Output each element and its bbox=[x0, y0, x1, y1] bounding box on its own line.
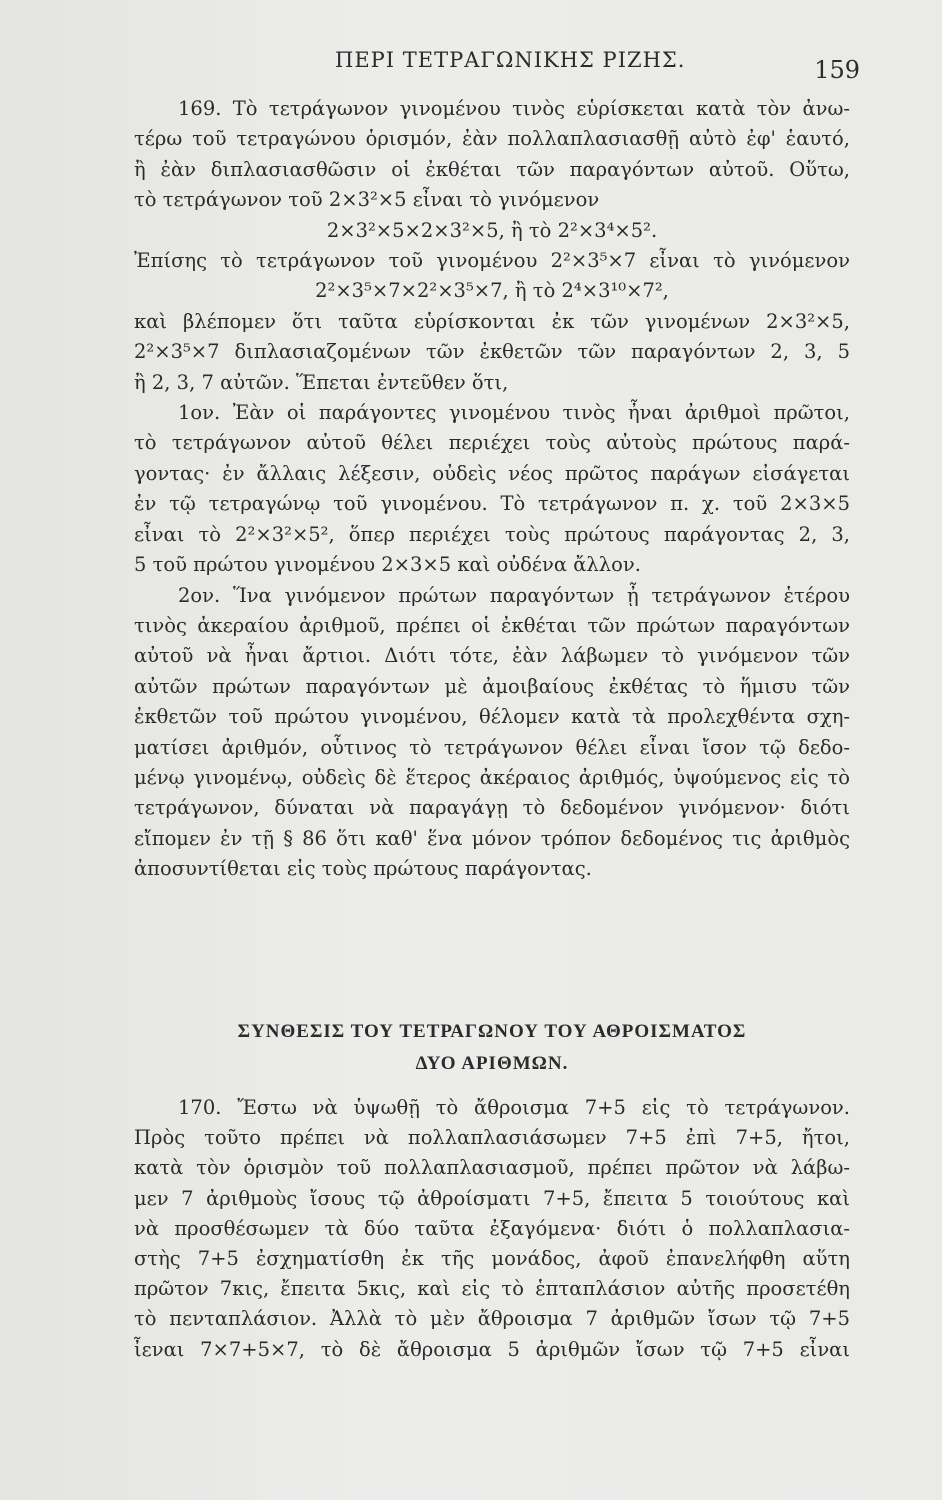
section-heading-line: ΔΥΟ ΑΡΙΘΜΩΝ. bbox=[415, 1053, 569, 1074]
paragraph-170 bbox=[134, 1093, 850, 1365]
page-header bbox=[130, 42, 860, 86]
text-line: 5 τοῦ πρώτου γινομένου 2×3×5 καὶ οὐδένα ἄλλον. bbox=[134, 553, 641, 577]
text-line: νὰ προσθέσωμεν τὰ δύο ταῦτα ἐξαγόμενα· διότι ὁ πολλαπλασια- bbox=[134, 1216, 850, 1240]
text-line: καὶ βλέπομεν ὅτι ταῦτα εὑρίσκονται ἐκ τῶν γινομένων 2×3²×5, bbox=[134, 309, 850, 333]
text-line: ἀποσυντίθεται εἰς τοὺς πρώτους παράγοντας. bbox=[134, 857, 592, 881]
text-line: τὸ τετράγωνον τοῦ 2×3²×5 εἶναι τὸ γινόμενον bbox=[134, 188, 600, 212]
text-line: 170. Ἔστω νὰ ὑψωθῇ τὸ ἄθροισμα 7+5 εἰς τὸ τετράγωνον. bbox=[178, 1096, 850, 1119]
text-line: ἐν τῷ τετραγώνῳ τοῦ γινομένου. Τὸ τετράγωνον π. χ. τοῦ 2×3×5 bbox=[134, 492, 850, 516]
text-line: πρῶτον 7κις, ἔπειτα 5κις, καὶ εἰς τὸ ἑπταπλάσιον αὐτῆς προσετέθη bbox=[134, 1277, 850, 1301]
text-line: μεν 7 ἀριθμοὺς ἴσους τῷ ἀθροίσματι 7+5, ἔπειτα 5 τοιούτους καὶ bbox=[134, 1186, 850, 1210]
text-line: στὴς 7+5 ἐσχηματίσθη ἐκ τῆς μονάδος, ἀφοῦ ἐπανελήφθη αὕτη bbox=[134, 1247, 850, 1271]
text-line: 169. Τὸ τετράγωνον γινομένου τινὸς εὑρίσκεται κατὰ τὸν ἀνω- bbox=[178, 97, 850, 120]
text-line: 2²×3⁵×7 διπλασιαζομένων τῶν ἐκθετῶν τῶν παραγόντων 2, 3, 5 bbox=[134, 340, 850, 364]
main-text bbox=[134, 94, 850, 885]
text-line: κατὰ τὸν ὁρισμὸν τοῦ πολλαπλασιασμοῦ, πρέπει πρῶτον νὰ λάβω- bbox=[134, 1156, 850, 1180]
text-line: ματίσει ἀριθμόν, οὗτινος τὸ τετράγωνον θέλει εἶναι ἴσον τῷ δεδο- bbox=[134, 735, 850, 759]
text-line: αὐτῶν πρώτων παραγόντων μὲ ἀμοιβαίους ἐκθέτας τὸ ἥμισυ τῶν bbox=[134, 674, 850, 698]
text-line: 1ον. Ἐὰν οἱ παράγοντες γινομένου τινὸς ἦναι ἀριθμοὶ πρῶτοι, bbox=[178, 401, 850, 425]
formula-line: 2×3²×5×2×3²×5, ἢ τὸ 2²×3⁴×5². bbox=[326, 218, 658, 242]
text-line: ἢ 2, 3, 7 αὐτῶν. Ἕπεται ἐντεῦθεν ὅτι, bbox=[134, 370, 509, 394]
running-head: ΠΕΡΙ ΤΕΤΡΑΓΩΝΙΚΗΣ ΡΙΖΗΣ. bbox=[335, 48, 686, 72]
text-line: ἶεναι 7×7+5×7, τὸ δὲ ἄθροισμα 5 ἀριθμῶν ἴσων τῷ 7+5 εἶναι bbox=[134, 1337, 850, 1361]
text-line: εἶναι τὸ 2²×3²×5², ὅπερ περιέχει τοὺς πρώτους παράγοντας 2, 3, bbox=[134, 522, 850, 546]
text-line: τὸ τετράγωνον αὐτοῦ θέλει περιέχει τοὺς αὐτοὺς πρώτους παρά- bbox=[134, 431, 850, 455]
formula-line: 2²×3⁵×7×2²×3⁵×7, ἢ τὸ 2⁴×3¹⁰×7², bbox=[315, 279, 669, 303]
text-line: εἴπομεν ἐν τῇ § 86 ὅτι καθ' ἕνα μόνον τρόπον δεδομένος τις ἀριθμὸς bbox=[134, 826, 850, 850]
page-number: 159 bbox=[814, 56, 860, 84]
text-line: Ἐπίσης τὸ τετράγωνον τοῦ γινομένου 2²×3⁵×7 εἶναι τὸ γινόμενον bbox=[134, 249, 850, 273]
text-line: τετράγωνον, δύναται νὰ παραγάγῃ τὸ δεδομένον γινόμενον· διότι bbox=[134, 796, 850, 820]
text-line: τινὸς ἀκεραίου ἀριθμοῦ, πρέπει οἱ ἐκθέται τῶν πρώτων παραγόντων bbox=[134, 613, 850, 637]
text-line: ἢ ἐὰν διπλασιασθῶσιν οἱ ἐκθέται τῶν παραγόντων αὐτοῦ. Οὕτω, bbox=[134, 157, 850, 181]
text-line: μένῳ γινομένῳ, οὐδεὶς δὲ ἕτερος ἀκέραιος ἀριθμός, ὑψούμενος εἰς τὸ bbox=[134, 765, 850, 789]
text-line: ἐκθετῶν τοῦ πρώτου γινομένου, θέλομεν κατὰ τὰ προλεχθέντα σχη- bbox=[134, 705, 850, 729]
section-heading bbox=[134, 1016, 850, 1080]
text-line: τέρω τοῦ τετραγώνου ὁρισμόν, ἐὰν πολλαπλασιασθῇ αὐτὸ ἐφ' ἑαυτό, bbox=[134, 127, 850, 151]
text-line: 2ον. Ἵνα γινόμενον πρώτων παραγόντων ᾖ τετράγωνον ἑτέρου bbox=[178, 583, 850, 607]
text-line: Πρὸς τοῦτο πρέπει νὰ πολλαπλασιάσωμεν 7+5 ἐπὶ 7+5, ἤτοι, bbox=[134, 1126, 850, 1150]
text-line: γοντας· ἐν ἄλλαις λέξεσιν, οὐδεὶς νέος πρῶτος παράγων εἰσάγεται bbox=[134, 461, 850, 485]
text-line: αὐτοῦ νὰ ἦναι ἄρτιοι. Διότι τότε, ἐὰν λάβωμεν τὸ γινόμενον τῶν bbox=[134, 644, 850, 668]
section-heading-line: ΣΥΝΘΕΣΙΣ ΤΟΥ ΤΕΤΡΑΓΩΝΟΥ ΤΟΥ ΑΘΡΟΙΣΜΑΤΟΣ bbox=[237, 1021, 747, 1042]
text-line: τὸ πενταπλάσιον. Ἀλλὰ τὸ μὲν ἄθροισμα 7 ἀριθμῶν ἴσων τῷ 7+5 bbox=[134, 1307, 850, 1331]
